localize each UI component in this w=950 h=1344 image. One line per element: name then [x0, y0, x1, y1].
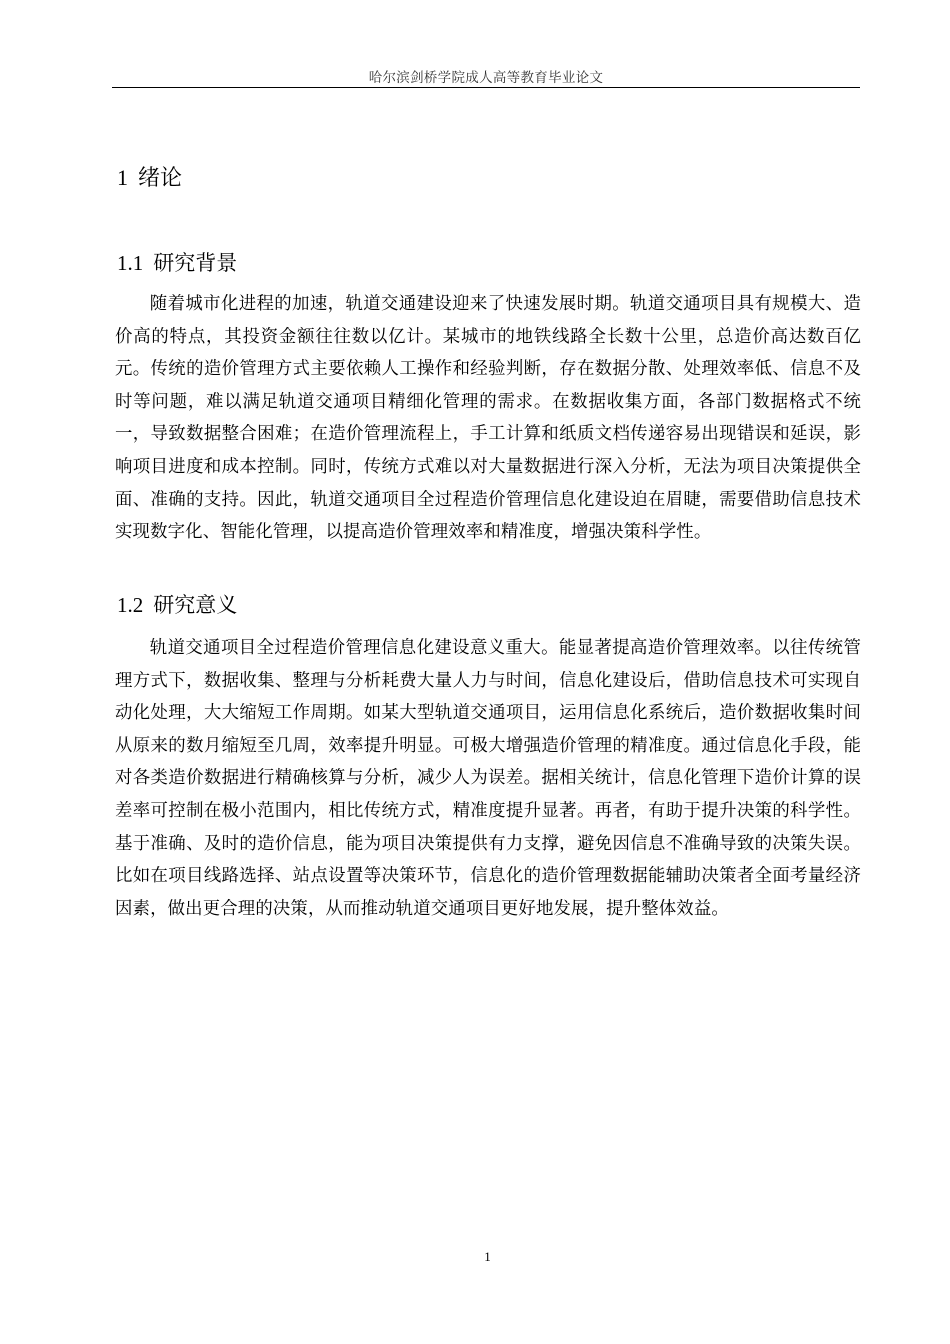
section-title: 研究背景: [153, 251, 238, 275]
section-number: 1.1: [117, 251, 144, 275]
section-heading-background: [117, 248, 237, 278]
section-heading-significance: [117, 590, 237, 620]
significance-paragraph: 轨道交通项目全过程造价管理信息化建设意义重大。能显著提高造价管理效率。以往传统管理方式下，数据收集、整理与分析耗费大量人力与时间，信息化建设后，借助信息技术可实现自动化处理，大大缩短工作周期。如某大型轨道交通项目，运用信息化系统后，造价数据收集时间从原来的数月缩短至几周，效率提升明显。可极大增强造价管理的精准度。通过信息化手段，能对各类造价数据进行精确核算与分析，减少人为误差。据相关统计，信息化管理下造价计算的误差率可控制在极小范围内，相比传统方式，精准度提升显著。再者，有助于提升决策的科学性。基于准确、及时的造价信息，能为项目决策提供有力支撑，避免因信息不准确导致的决策失误。比如在项目线路选择、站点设置等决策环节，信息化的造价管理数据能辅助决策者全面考量经济因素，做出更合理的决策，从而推动轨道交通项目更好地发展，提升整体效益。: [115, 638, 861, 919]
header-rule: [112, 87, 860, 88]
page-number: 1: [484, 1249, 491, 1264]
running-header: 哈尔滨剑桥学院成人高等教育毕业论文: [368, 70, 604, 86]
section-number: 1.2: [117, 593, 144, 617]
chapter-title: 绪论: [138, 166, 183, 191]
background-paragraph: 随着城市化进程的加速，轨道交通建设迎来了快速发展时期。轨道交通项目具有规模大、造价高的特点，其投资金额往往数以亿计。某城市的地铁线路全长数十公里，总造价高达数百亿元。传统的造价管理方式主要依赖人工操作和经验判断，存在数据分散、处理效率低、信息不及时等问题，难以满足轨道交通项目精细化管理的需求。在数据收集方面，各部门数据格式不统一，导致数据整合困难；在造价管理流程上，手工计算和纸质文档传递容易出现错误和延误，影响项目进度和成本控制。同时，传统方式难以对大量数据进行深入分析，无法为项目决策提供全面、准确的支持。因此，轨道交通项目全过程造价管理信息化建设迫在眉睫，需要借助信息技术实现数字化、智能化管理，以提高造价管理效率和精准度，增强决策科学性。: [115, 294, 861, 543]
chapter-number: 1: [117, 165, 128, 190]
chapter-heading: [117, 162, 182, 195]
section-title: 研究意义: [153, 593, 238, 617]
